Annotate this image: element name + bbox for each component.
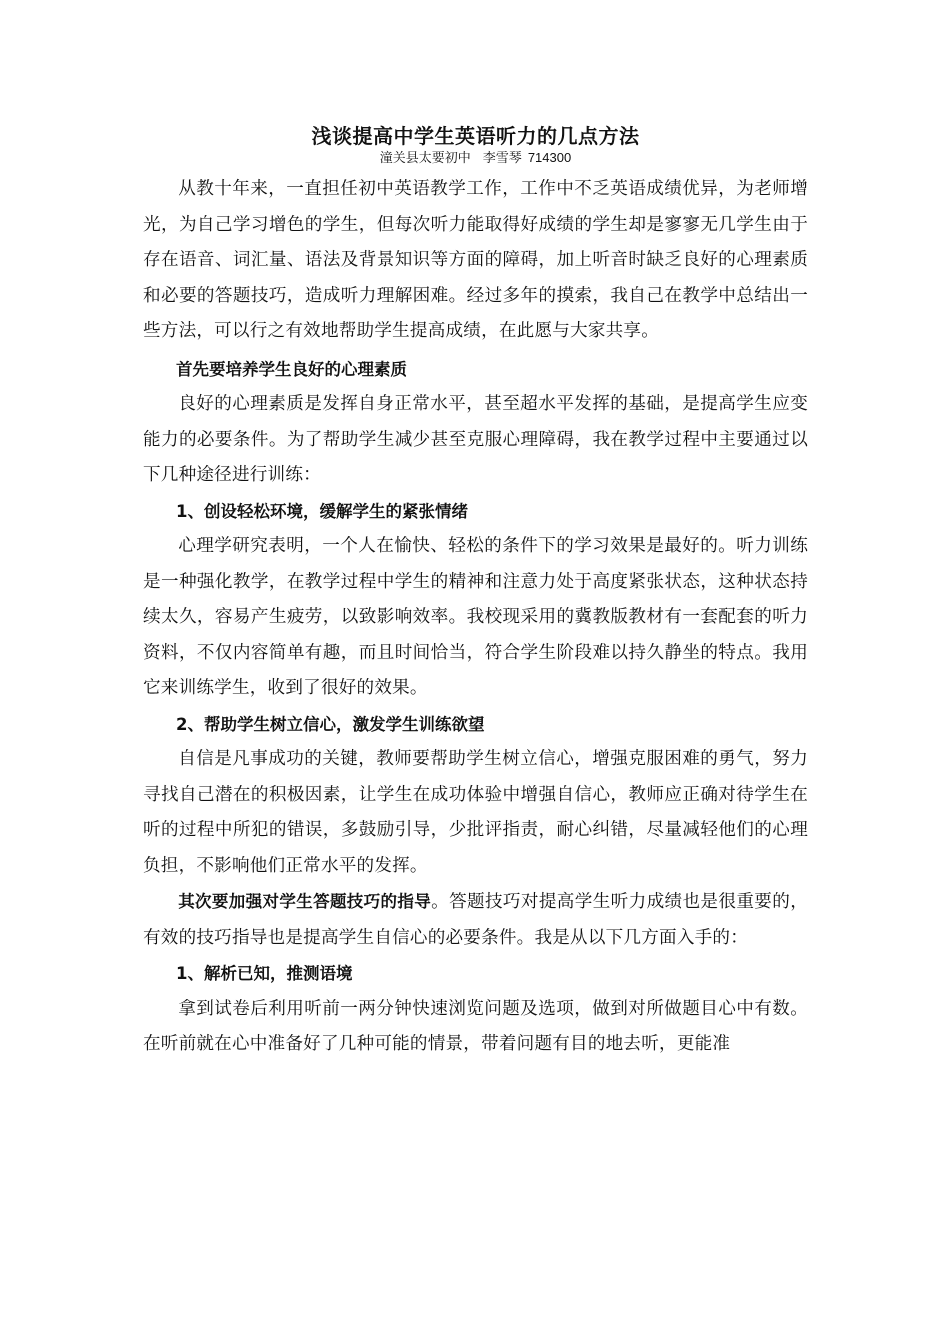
- section1-sub1-heading: 1、创设轻松环境，缓解学生的紧张情绪: [176, 501, 468, 521]
- section2-sub1-heading: 1、解析已知，推测语境: [176, 964, 353, 983]
- section1-sub2-heading: 2、帮助学生树立信心，激发学生训练欲望: [176, 714, 485, 734]
- section2-lead: 其次要加强对学生答题技巧的指导: [178, 892, 432, 911]
- section2-body: 。答题技巧对提高学生听力成绩也是很重要的，有效的技巧指导也是提高学生自信心的必要条件。我是从以下几方面入手的：: [143, 892, 809, 948]
- byline-postcode: 714300: [527, 150, 572, 165]
- section2-paragraph: [143, 884, 808, 956]
- intro-paragraph: 从教十年来，一直担任初中英语教学工作，工作中不乏英语成绩优异，为老师增光，为自己学习增色的学生，但每次听力能取得好成绩的学生却是寥寥无几学生由于存在语音、词汇量、语法及背景知识等方面的障碍，加上听音时缺乏良好的心理素质和必要的答题技巧，造成听力理解困难。经过多年的摸索，我自己在教学中总结出一些方法，可以行之有效地帮助学生提高成绩，在此愿与大家共享。: [143, 179, 808, 341]
- section1-sub1-paragraph: 心理学研究表明，一个人在愉快、轻松的条件下的学习效果是最好的。听力训练是一种强化教学，在教学过程中学生的精神和注意力处于高度紧张状态，这种状态持续太久，容易产生疲劳，以致影响效率。我校现采用的冀教版教材有一套配套的听力资料，不仅内容简单有趣，而且时间恰当，符合学生阶段难以持久静坐的特点。我用它来训练学生，收到了很好的效果。: [143, 536, 808, 698]
- document-body: [143, 120, 808, 1063]
- author-byline: [143, 150, 808, 166]
- document-title: 浅谈提高中学生英语听力的几点方法: [311, 124, 640, 148]
- byline-school: 潼关县太要初中: [379, 151, 471, 166]
- section1-paragraph: 良好的心理素质是发挥自身正常水平，甚至超水平发挥的基础，是提高学生应变能力的必要条件。为了帮助学生减少甚至克服心理障碍，我在教学过程中主要通过以下几种途径进行训练：: [143, 394, 808, 485]
- byline-author: 李雪琴: [482, 151, 522, 166]
- section1-heading: 首先要培养学生良好的心理素质: [176, 359, 407, 379]
- section2-sub1-paragraph: 拿到试卷后利用听前一两分钟快速浏览问题及选项，做到对所做题目心中有数。在听前就在心中准备好了几种可能的情景，带着问题有目的地去听，更能准: [143, 998, 808, 1054]
- section1-sub2-paragraph: 自信是凡事成功的关键，教师要帮助学生树立信心，增强克服困难的勇气，努力寻找自己潜在的积极因素，让学生在成功体验中增强自信心，教师应正确对待学生在听的过程中所犯的错误，多鼓励引导，少批评指责，耐心纠错，尽量减轻他们的心理负担，不影响他们正常水平的发挥。: [143, 749, 808, 876]
